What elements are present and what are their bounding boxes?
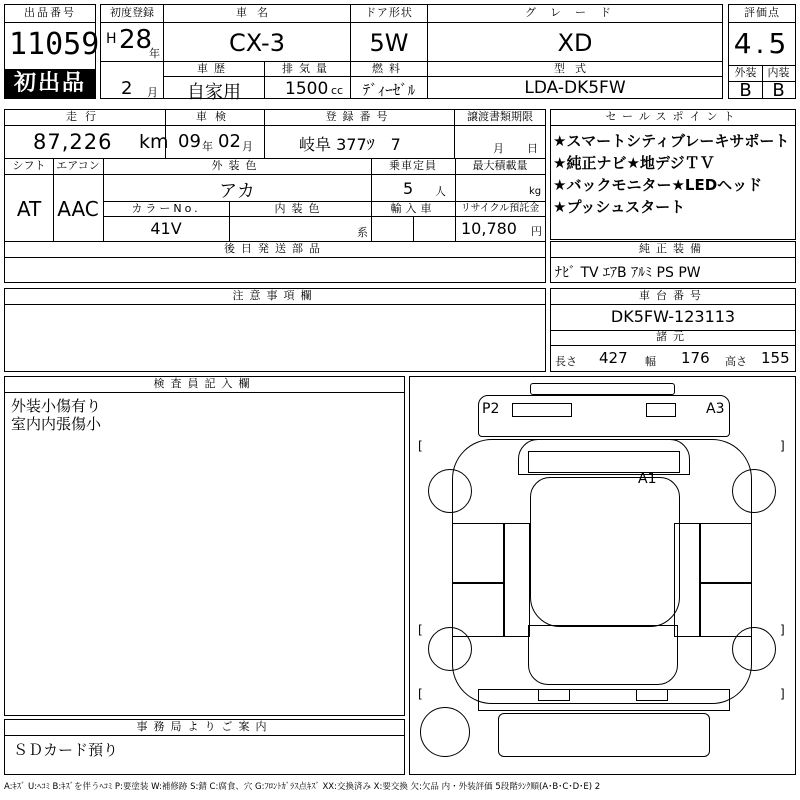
mark-a3: A3 (706, 401, 725, 417)
genuine-equipment: ﾅﾋﾞ TV ｴｱB ｱﾙﾐ PS PW (555, 265, 701, 281)
height: 155 (761, 349, 790, 367)
later-parts-box (4, 241, 546, 283)
inspector-label: 検査員記入欄 (153, 377, 256, 390)
lot-number-box (4, 4, 100, 99)
spec-block (4, 158, 546, 242)
inspection-month: 02 (218, 131, 241, 152)
transfer-day-unit: 日 (527, 142, 538, 155)
bracket-right-mid-close: ] (780, 623, 785, 637)
transfer-deadline-label: 譲渡書類期限 (467, 110, 533, 123)
first-registration-era: H (106, 31, 117, 47)
capacity: 5 (403, 179, 414, 198)
car-name-label: 車名 (236, 6, 278, 19)
recycle-fee-unit: 円 (531, 225, 542, 238)
dimensions-label: 諸元 (656, 330, 690, 343)
car-name-box (163, 4, 351, 62)
door-type-box (350, 4, 428, 62)
model-code-label: 型式 (554, 62, 596, 75)
first-registration-month-unit: 月 (147, 86, 158, 99)
sales-point-3: ★バックモニター★LEDヘッド (553, 176, 763, 194)
inspector-note-1: 外装小傷有り (11, 397, 102, 415)
fuel: ﾃﾞｨｰｾﾞﾙ (362, 81, 416, 99)
fuel-box (350, 61, 428, 99)
interior-color-label: 内装色 (274, 202, 326, 215)
aircon-label: エアコン (56, 159, 100, 172)
history: 自家用 (187, 82, 241, 103)
first-registration-year-unit: 年 (149, 47, 160, 60)
transfer-deadline-box (454, 109, 546, 159)
displacement: 1500 (285, 79, 329, 99)
office-note: ＳＤカード預り (13, 741, 119, 759)
score-box (728, 4, 796, 99)
genuine-equipment-label: 純正装備 (639, 242, 707, 255)
door-type-label: ドア形状 (365, 6, 413, 19)
sales-points-box (550, 109, 796, 240)
capacity-unit: 人 (435, 185, 446, 198)
front-plate (512, 403, 572, 417)
wheel-front-right (732, 469, 776, 513)
chassis-box (550, 288, 796, 372)
mark-a1: A1 (638, 471, 657, 487)
fuel-label: 燃料 (372, 62, 406, 75)
grade: XD (557, 29, 593, 57)
grade-box (427, 4, 723, 62)
max-load-unit: kg (529, 186, 542, 197)
lot-number-label: 出品番号 (24, 6, 76, 19)
plate-number: 岐阜 377ﾂ 7 (299, 135, 401, 154)
inspector-box (4, 376, 405, 716)
roof-rail-top (530, 383, 675, 395)
transfer-month-unit: 月 (493, 142, 504, 155)
exterior-grade-label: 外装 (734, 66, 757, 79)
later-parts-label: 後日発送部品 (224, 242, 326, 255)
score: 4.5 (733, 27, 791, 60)
lot-number: 11059 (9, 27, 100, 62)
first-registration-label: 初度登録 (110, 6, 154, 19)
first-registration-box (100, 4, 164, 62)
car-name: CX-3 (229, 29, 285, 57)
bracket-right-top-close: ] (780, 439, 785, 453)
genuine-equipment-box (550, 241, 796, 283)
history-label: 車歴 (197, 62, 231, 75)
sales-points-label: セールスポイント (605, 110, 741, 123)
front-plate-2 (646, 403, 676, 417)
length-label: 長さ (555, 355, 577, 368)
displacement-box (264, 61, 351, 99)
chassis-number: DK5FW-123113 (610, 307, 736, 326)
width: 176 (681, 349, 710, 367)
max-load-label: 最大積載量 (472, 159, 528, 172)
bracket-left-top-open: [ (418, 439, 423, 453)
month-box (100, 61, 164, 99)
model-code-box (427, 61, 723, 99)
roof (530, 477, 680, 627)
height-label: 高さ (725, 355, 747, 368)
rear-hatch (528, 625, 678, 685)
history-box (163, 61, 265, 103)
underbody (498, 713, 710, 757)
grade-label: グレード (525, 6, 625, 19)
notes-box (4, 288, 546, 372)
mark-p2: P2 (482, 401, 500, 417)
wheel-rear-right (732, 627, 776, 671)
exterior-color-label: 外装色 (211, 159, 263, 172)
sales-point-4: ★プッシュスタート (553, 198, 686, 216)
mileage-unit: km (139, 131, 169, 153)
inspection-year-unit: 年 (202, 140, 213, 153)
plate-label: 登録番号 (325, 110, 394, 123)
car-diagram (409, 376, 796, 775)
exterior-color: アカ (219, 181, 255, 202)
first-listing-badge: 初出品 (5, 69, 95, 98)
front-right-door (700, 523, 752, 583)
capacity-label: 乗車定員 (389, 159, 437, 172)
inspection-year: 09 (178, 131, 201, 152)
width-label: 幅 (645, 355, 656, 368)
length: 427 (599, 349, 628, 367)
spare-tire (420, 707, 470, 757)
office-label: 事務局よりご案内 (136, 720, 273, 733)
shift: AT (16, 197, 42, 221)
bracket-left-bottom-open: [ (418, 687, 423, 701)
color-no: 41V (150, 219, 182, 238)
first-registration-year: 28 (119, 25, 153, 55)
chassis-label: 車台番号 (639, 289, 707, 302)
wheel-rear-left (428, 627, 472, 671)
inspection-month-unit: 月 (242, 140, 253, 153)
inspection-box (165, 109, 265, 159)
notes-label: 注意事項欄 (232, 289, 318, 302)
shift-label: シフト (12, 159, 46, 172)
bracket-left-mid-open: [ (418, 623, 423, 637)
model-code: LDA-DK5FW (524, 78, 626, 98)
front-left-door (452, 523, 504, 583)
first-registration-month: 2 (121, 78, 133, 99)
left-window (504, 523, 530, 637)
bracket-right-bottom-close: ] (780, 687, 785, 701)
mileage: 87,226 (33, 130, 113, 154)
mileage-label: 走行 (66, 110, 104, 123)
import-label: 輸入車 (390, 202, 436, 215)
recycle-label: リサイクル預託金 (460, 203, 540, 214)
rear-plate-2 (636, 689, 668, 701)
score-label: 評価点 (744, 6, 780, 19)
color-no-label: カラーNo. (131, 202, 201, 215)
legend: A:ｷｽﾞ U:ﾍｺﾐ B:ｷｽﾞを伴うﾍｺﾐ P:要塗装 W:補修跡 S:錆 C:腐食、穴 G:ﾌﾛﾝﾄｶﾞﾗｽ点ｷｽﾞ XX:交換済み X:要交換 欠:欠品 内・外装評価 5段階ﾗﾝｸ順(A･B･C･D･E) 2 (4, 782, 601, 792)
exterior-grade: B (739, 80, 752, 101)
right-window (674, 523, 700, 637)
office-box (4, 719, 405, 775)
sales-point-2: ★純正ナビ★地デジＴＶ (553, 154, 715, 172)
displacement-unit: cc (331, 84, 344, 97)
interior-color-unit: 系 (357, 226, 368, 239)
sales-point-1: ★スマートシティブレーキサポート (553, 132, 790, 150)
plate-box (264, 109, 455, 159)
recycle-fee: 10,780 (461, 219, 517, 238)
interior-grade: B (772, 80, 785, 101)
rear-plate (538, 689, 570, 701)
inspection-label: 車検 (196, 110, 234, 123)
rear-bumper (478, 689, 730, 711)
door-type: 5W (369, 29, 409, 57)
displacement-label: 排気量 (282, 62, 333, 75)
aircon: AAC (57, 197, 99, 221)
inspector-note-2: 室内内張傷小 (11, 415, 102, 433)
interior-grade-label: 内装 (767, 66, 790, 79)
wheel-front-left (428, 469, 472, 513)
mileage-box (4, 109, 169, 159)
